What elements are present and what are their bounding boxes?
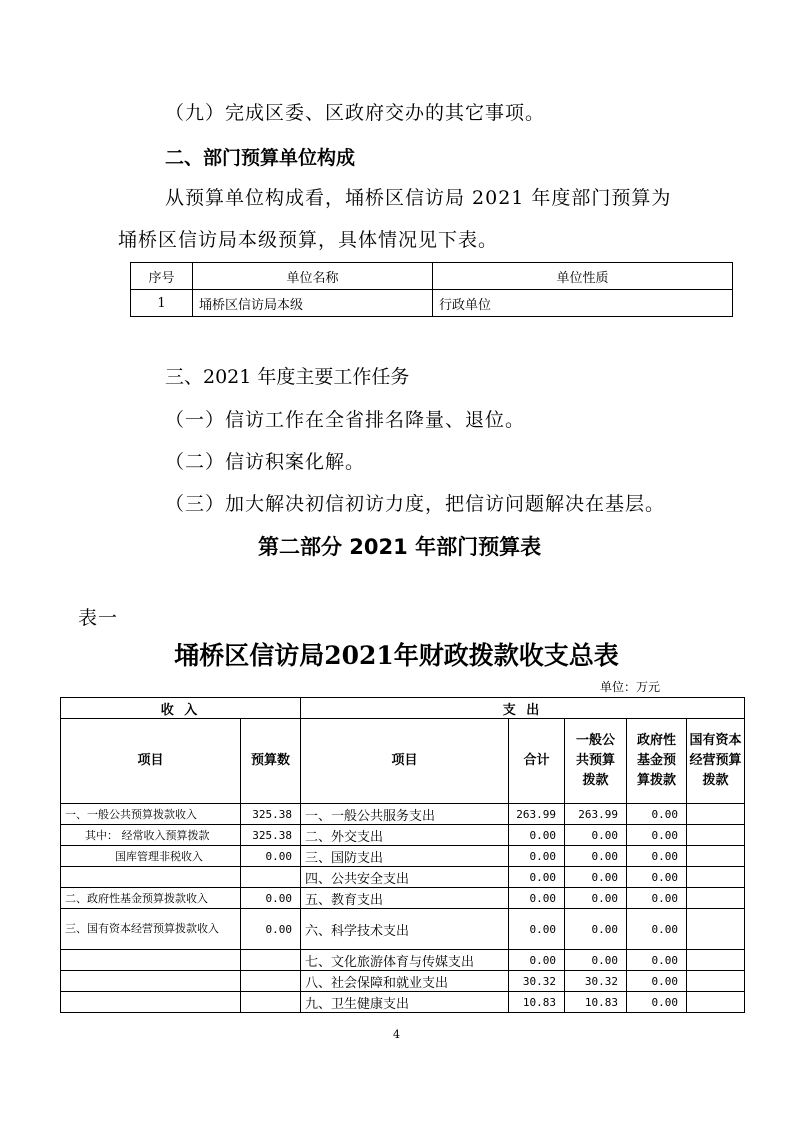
column-header-expense-item: 项目 <box>301 719 509 804</box>
expense-state <box>687 888 745 909</box>
expense-total: 0.00 <box>509 950 565 971</box>
income-item: 三、国有资本经营预算拨款收入 <box>61 909 241 950</box>
section-2-text-line2: 埇桥区信访局本级预算，具体情况见下表。 <box>118 229 499 251</box>
expense-total: 10.83 <box>509 992 565 1013</box>
unit-label: 单位：万元 <box>600 680 661 694</box>
section-header-row <box>61 698 745 719</box>
table-row <box>61 888 745 909</box>
expense-state <box>687 867 745 888</box>
column-header-total: 合计 <box>509 719 565 804</box>
income-item <box>61 867 241 888</box>
expense-state <box>687 909 745 950</box>
table-row <box>61 804 745 825</box>
expense-section-header: 支 出 <box>301 698 745 719</box>
income-item <box>61 950 241 971</box>
income-item: 一、一般公共预算拨款收入 <box>61 804 241 825</box>
expense-state <box>687 992 745 1013</box>
income-section-header: 收 入 <box>61 698 301 719</box>
income-item: 其中： 经常收入预算拨款 <box>61 825 241 846</box>
table-row <box>131 290 733 317</box>
table-header-row <box>131 263 733 290</box>
page-number: 4 <box>393 1028 400 1041</box>
expense-fund: 0.00 <box>627 804 687 825</box>
expense-total: 0.00 <box>509 888 565 909</box>
expense-total: 0.00 <box>509 846 565 867</box>
expense-total: 30.32 <box>509 971 565 992</box>
expense-fund: 0.00 <box>627 867 687 888</box>
task-item-3: （三）加大解决初信初访力度，把信访问题解决在基层。 <box>165 493 666 515</box>
expense-total: 0.00 <box>509 825 565 846</box>
expense-item: 一、一般公共服务支出 <box>301 804 509 825</box>
part-2-title: 第二部分 2021 年部门预算表 <box>258 535 542 559</box>
expense-state <box>687 971 745 992</box>
expense-item: 八、社会保障和就业支出 <box>301 971 509 992</box>
expense-item: 四、公共安全支出 <box>301 867 509 888</box>
expense-state <box>687 846 745 867</box>
table-row <box>61 825 745 846</box>
income-amount: 325.38 <box>241 825 301 846</box>
income-amount: 325.38 <box>241 804 301 825</box>
row-unit-name: 埇桥区信访局本级 <box>193 290 433 317</box>
expense-item: 六、科学技术支出 <box>301 909 509 950</box>
column-header-state-capital-budget: 国有资本经营预算拨款 <box>687 719 745 804</box>
section-3-heading: 三、2021 年度主要工作任务 <box>165 366 410 388</box>
income-amount: 0.00 <box>241 846 301 867</box>
table-row <box>61 867 745 888</box>
income-amount <box>241 992 301 1013</box>
table-row <box>61 846 745 867</box>
expense-fund: 0.00 <box>627 888 687 909</box>
expense-fund: 0.00 <box>627 950 687 971</box>
income-item <box>61 992 241 1013</box>
row-index: 1 <box>131 290 193 317</box>
income-amount <box>241 971 301 992</box>
budget-summary-table <box>60 697 745 1013</box>
expense-state <box>687 825 745 846</box>
column-header-income-amount: 预算数 <box>241 719 301 804</box>
income-item: 二、政府性基金预算拨款收入 <box>61 888 241 909</box>
income-amount <box>241 950 301 971</box>
expense-item: 七、文化旅游体育与传媒支出 <box>301 950 509 971</box>
expense-fund: 0.00 <box>627 971 687 992</box>
expense-general: 0.00 <box>565 867 627 888</box>
table-row <box>61 909 745 950</box>
expense-general: 0.00 <box>565 950 627 971</box>
column-header-income-item: 项目 <box>61 719 241 804</box>
income-amount <box>241 867 301 888</box>
row-unit-type: 行政单位 <box>433 290 733 317</box>
budget-table-title: 埇桥区信访局2021年财政拨款收支总表 <box>174 641 619 670</box>
expense-total: 0.00 <box>509 909 565 950</box>
item-9-text: （九）完成区委、区政府交办的其它事项。 <box>165 102 546 124</box>
column-header-row <box>61 719 745 804</box>
expense-item: 二、外交支出 <box>301 825 509 846</box>
column-header-fund-budget: 政府性基金预算拨款 <box>627 719 687 804</box>
expense-item: 九、卫生健康支出 <box>301 992 509 1013</box>
expense-item: 三、国防支出 <box>301 846 509 867</box>
column-header-unit-type: 单位性质 <box>433 263 733 290</box>
income-item: 国库管理非税收入 <box>61 846 241 867</box>
task-item-2: （二）信访积案化解。 <box>165 451 366 473</box>
section-2-heading: 二、部门预算单位构成 <box>165 147 356 169</box>
expense-general: 10.83 <box>565 992 627 1013</box>
expense-total: 0.00 <box>509 867 565 888</box>
expense-general: 0.00 <box>565 909 627 950</box>
task-item-1: （一）信访工作在全省排名降量、退位。 <box>165 409 526 431</box>
table-row <box>61 971 745 992</box>
expense-general: 0.00 <box>565 825 627 846</box>
unit-composition-table <box>130 262 733 317</box>
column-header-general-budget: 一般公共预算拨款 <box>565 719 627 804</box>
column-header-unit-name: 单位名称 <box>193 263 433 290</box>
expense-fund: 0.00 <box>627 846 687 867</box>
expense-general: 263.99 <box>565 804 627 825</box>
income-item <box>61 971 241 992</box>
section-2-text-line1: 从预算单位构成看，埇桥区信访局 2021 年度部门预算为 <box>165 187 672 209</box>
expense-state <box>687 950 745 971</box>
expense-fund: 0.00 <box>627 825 687 846</box>
expense-general: 0.00 <box>565 846 627 867</box>
expense-item: 五、教育支出 <box>301 888 509 909</box>
expense-fund: 0.00 <box>627 992 687 1013</box>
expense-total: 263.99 <box>509 804 565 825</box>
table-label: 表一 <box>78 607 119 629</box>
table-row <box>61 950 745 971</box>
expense-general: 0.00 <box>565 888 627 909</box>
income-amount: 0.00 <box>241 909 301 950</box>
income-amount: 0.00 <box>241 888 301 909</box>
expense-general: 30.32 <box>565 971 627 992</box>
expense-fund: 0.00 <box>627 909 687 950</box>
expense-state <box>687 804 745 825</box>
column-header-index: 序号 <box>131 263 193 290</box>
table-row <box>61 992 745 1013</box>
